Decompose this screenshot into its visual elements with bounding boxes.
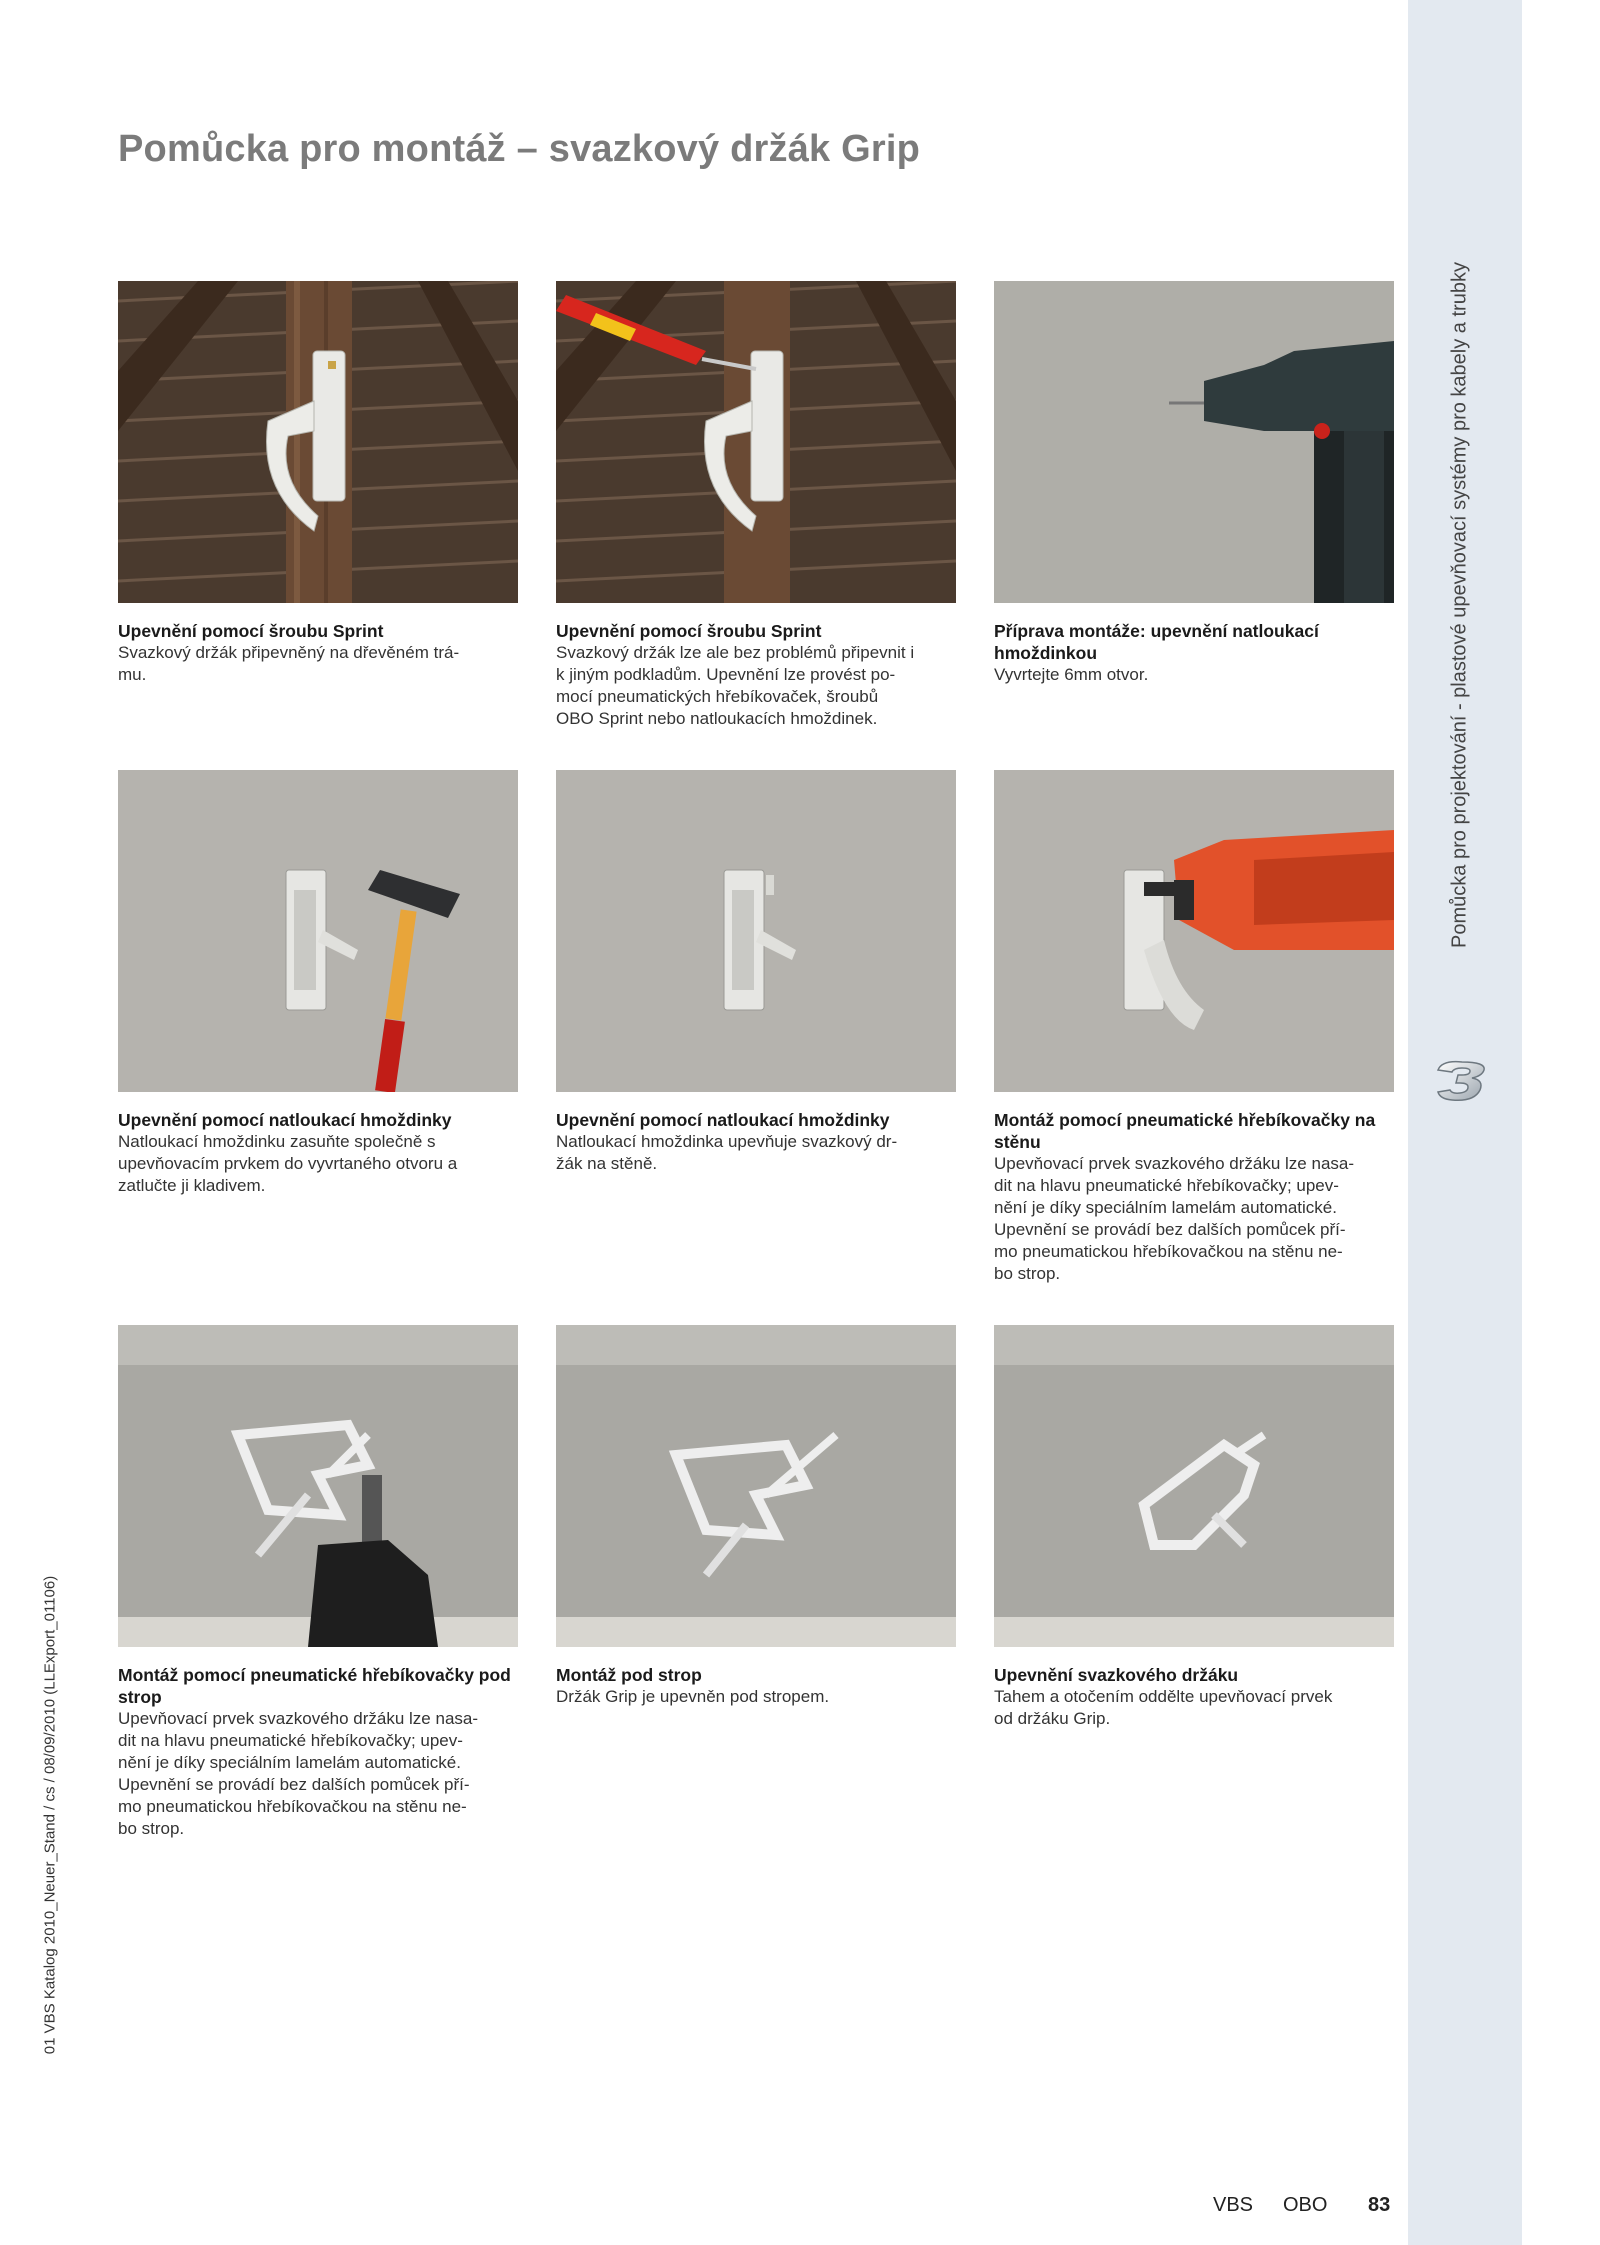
page-number: 83	[1368, 2194, 1391, 2216]
nailer-wall-photo	[994, 770, 1394, 1092]
step-description: Upevňovací prvek svazkového držáku lze nasa- dit na hlavu pneumatické hřebíkovačky; upev- nění je díky speciálním lamelám automatické. Upevnění se provádí bez dalších pomůcek pří- mo pneumatickou hřebíkovačkou na stěnu ne- bo strop.	[994, 1154, 1355, 1283]
step-card	[118, 281, 518, 686]
nailer-ceiling-photo	[118, 1325, 518, 1647]
page-title: Pomůcka pro montáž – svazkový držák Grip	[118, 128, 921, 170]
step-description: Natloukací hmoždinku zasuňte společně s upevňovacím prvkem do vyvrtaného otvoru a zatlučte ji kladivem.	[118, 1132, 458, 1195]
clip-release-photo	[994, 1325, 1394, 1647]
step-description: Svazkový držák připevněný na dřevěném trá- mu.	[118, 643, 460, 684]
step-description: Natloukací hmoždinka upevňuje svazkový dr- žák na stěně.	[556, 1132, 898, 1173]
chapter-3-icon	[1432, 1056, 1492, 1104]
step-card	[556, 770, 956, 1175]
footer-brand-vbs: VBS	[1213, 2194, 1254, 2216]
step-card	[556, 1325, 956, 1708]
step-title: Příprava montáže: upevnění natloukací hmoždinkou	[994, 621, 1319, 663]
step-title: Montáž pomocí pneumatické hřebíkovačky na stěnu	[994, 1110, 1376, 1152]
screwdriver-wood-photo	[556, 281, 956, 603]
step-card	[556, 281, 956, 730]
step-title: Upevnění pomocí natloukací hmoždinky	[556, 1110, 890, 1130]
step-description: Tahem a otočením oddělte upevňovací prvek od držáku Grip.	[994, 1687, 1333, 1728]
drill-concrete-photo	[994, 281, 1394, 603]
step-card	[994, 770, 1394, 1285]
sidebar-label: Pomůcka pro projektování - plastové upevňovací systémy pro kabely a trubky	[1448, 262, 1471, 948]
step-card	[994, 1325, 1394, 1730]
step-card	[994, 281, 1394, 686]
step-description: Vyvrtejte 6mm otvor.	[994, 665, 1149, 684]
wood-beam-clip-photo	[118, 281, 518, 603]
step-card	[118, 770, 518, 1197]
step-description: Svazkový držák lze ale bez problémů připevnit i k jiným podkladům. Upevnění lze provést po- mocí pneumatických hřebíkovaček, šroubů OBO Sprint nebo natloukacích hmoždinek.	[556, 643, 915, 728]
step-title: Upevnění svazkového držáku	[994, 1665, 1239, 1685]
step-card	[118, 1325, 518, 1840]
step-title: Montáž pod strop	[556, 1665, 702, 1685]
footer-brand-obo: OBO	[1283, 2194, 1328, 2216]
hammer-wall-photo	[118, 770, 518, 1092]
step-title: Upevnění pomocí natloukací hmoždinky	[118, 1110, 452, 1130]
step-title: Upevnění pomocí šroubu Sprint	[118, 621, 384, 641]
step-description: Upevňovací prvek svazkového držáku lze nasa- dit na hlavu pneumatické hřebíkovačky; upev- nění je díky speciálním lamelám automatické. Upevnění se provádí bez dalších pomůcek pří- mo pneumatickou hřebíkovačkou na stěnu ne- bo strop.	[118, 1709, 479, 1838]
step-title: Upevnění pomocí šroubu Sprint	[556, 621, 822, 641]
clip-ceiling-photo	[556, 1325, 956, 1647]
catalog-code: 01 VBS Katalog 2010_Neuer_Stand / cs / 08/09/2010 (LLExport_01106)	[41, 1575, 59, 2055]
step-description: Držák Grip je upevněn pod stropem.	[556, 1687, 830, 1706]
step-title: Montáž pomocí pneumatické hřebíkovačky pod strop	[118, 1665, 511, 1707]
clip-on-wall-photo	[556, 770, 956, 1092]
